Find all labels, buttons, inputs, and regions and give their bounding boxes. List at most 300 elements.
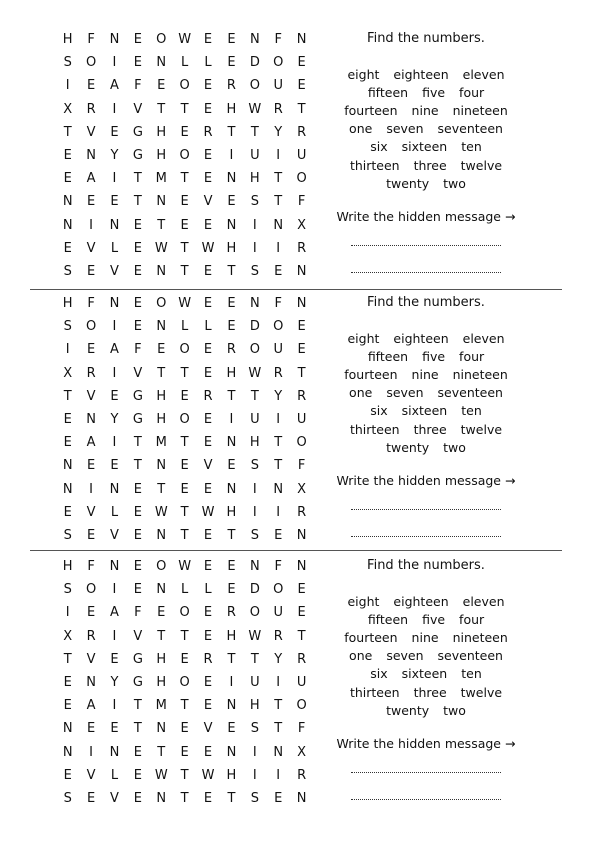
grid-letter[interactable]: T — [180, 101, 189, 117]
grid-letter[interactable]: N — [226, 171, 237, 187]
grid-letter[interactable]: A — [86, 171, 96, 187]
grid-letter[interactable]: E — [274, 790, 283, 806]
grid-letter[interactable]: X — [63, 365, 73, 381]
grid-letter[interactable]: T — [250, 651, 259, 667]
grid-letter[interactable]: S — [250, 194, 259, 210]
grid-letter[interactable]: T — [157, 481, 166, 497]
grid-letter[interactable]: T — [133, 194, 142, 210]
grid-letter[interactable]: A — [86, 435, 96, 451]
grid-letter[interactable]: O — [85, 55, 97, 71]
grid-letter[interactable]: E — [297, 342, 306, 358]
answer-line[interactable] — [351, 245, 501, 246]
grid-letter[interactable]: T — [133, 721, 142, 737]
grid-letter[interactable]: F — [297, 458, 306, 474]
grid-letter[interactable]: O — [85, 582, 97, 598]
grid-letter[interactable]: Y — [274, 124, 283, 140]
grid-letter[interactable]: E — [203, 527, 213, 543]
grid-letter[interactable]: D — [249, 55, 260, 71]
grid-letter[interactable]: I — [89, 481, 93, 497]
grid-letter[interactable]: I — [276, 240, 281, 256]
grid-letter[interactable]: I — [112, 628, 117, 644]
grid-letter[interactable]: E — [227, 458, 236, 474]
grid-letter[interactable]: L — [110, 767, 119, 783]
grid-letter[interactable]: E — [203, 171, 213, 187]
grid-letter[interactable]: N — [86, 675, 96, 691]
grid-letter[interactable]: V — [110, 263, 119, 279]
grid-letter[interactable]: A — [110, 342, 119, 358]
grid-letter[interactable]: I — [252, 240, 257, 256]
grid-letter[interactable]: N — [249, 296, 260, 312]
grid-letter[interactable]: V — [86, 504, 96, 520]
grid-letter[interactable]: T — [274, 458, 283, 474]
grid-letter[interactable]: E — [203, 263, 213, 279]
grid-letter[interactable]: N — [86, 148, 96, 164]
grid-letter[interactable]: N — [156, 194, 167, 210]
grid-letter[interactable]: T — [180, 435, 189, 451]
grid-letter[interactable]: O — [296, 171, 307, 187]
grid-letter[interactable]: E — [203, 217, 213, 233]
grid-letter[interactable]: S — [250, 790, 259, 806]
grid-letter[interactable]: E — [227, 319, 236, 335]
grid-letter[interactable]: F — [87, 559, 95, 575]
grid-letter[interactable]: W — [178, 296, 192, 312]
grid-letter[interactable]: E — [133, 481, 142, 497]
grid-letter[interactable]: E — [63, 698, 72, 714]
grid-letter[interactable]: T — [180, 527, 189, 543]
grid-letter[interactable]: T — [180, 171, 189, 187]
grid-letter[interactable]: O — [179, 675, 190, 691]
grid-letter[interactable]: R — [226, 342, 236, 358]
grid-letter[interactable]: E — [180, 651, 189, 667]
grid-letter[interactable]: O — [249, 605, 260, 621]
grid-letter[interactable]: T — [274, 435, 283, 451]
grid-letter[interactable]: E — [63, 171, 72, 187]
grid-letter[interactable]: E — [63, 435, 72, 451]
grid-letter[interactable]: N — [86, 412, 96, 428]
grid-letter[interactable]: I — [112, 698, 117, 714]
grid-letter[interactable]: Y — [274, 388, 283, 404]
grid-letter[interactable]: E — [133, 582, 142, 598]
grid-letter[interactable]: T — [274, 194, 283, 210]
grid-letter[interactable]: W — [248, 365, 262, 381]
grid-letter[interactable]: V — [110, 790, 119, 806]
grid-letter[interactable]: E — [133, 240, 142, 256]
grid-letter[interactable]: I — [276, 412, 281, 428]
grid-letter[interactable]: U — [273, 605, 283, 621]
grid-letter[interactable]: E — [86, 458, 96, 474]
grid-letter[interactable]: O — [273, 582, 284, 598]
grid-letter[interactable]: T — [180, 504, 189, 520]
grid-letter[interactable]: T — [227, 651, 236, 667]
grid-letter[interactable]: H — [226, 240, 237, 256]
grid-letter[interactable]: F — [134, 342, 142, 358]
grid-letter[interactable]: E — [203, 365, 213, 381]
grid-letter[interactable]: I — [112, 582, 117, 598]
grid-letter[interactable]: W — [178, 32, 192, 48]
grid-letter[interactable]: N — [296, 559, 307, 575]
grid-letter[interactable]: N — [62, 217, 73, 233]
grid-letter[interactable]: N — [226, 744, 237, 760]
grid-letter[interactable]: R — [297, 767, 307, 783]
grid-letter[interactable]: O — [249, 342, 260, 358]
grid-letter[interactable]: E — [203, 675, 213, 691]
grid-letter[interactable]: E — [63, 148, 72, 164]
grid-letter[interactable]: V — [133, 628, 143, 644]
grid-letter[interactable]: S — [63, 582, 72, 598]
grid-letter[interactable]: E — [157, 78, 166, 94]
grid-letter[interactable]: I — [65, 342, 70, 358]
grid-letter[interactable]: Y — [110, 148, 119, 164]
grid-letter[interactable]: R — [203, 388, 213, 404]
grid-letter[interactable]: E — [203, 296, 213, 312]
grid-letter[interactable]: I — [252, 744, 257, 760]
grid-letter[interactable]: I — [252, 504, 257, 520]
grid-letter[interactable]: H — [62, 32, 73, 48]
grid-letter[interactable]: E — [133, 559, 142, 575]
grid-letter[interactable]: E — [203, 342, 213, 358]
grid-letter[interactable]: E — [133, 32, 142, 48]
grid-letter[interactable]: E — [227, 55, 236, 71]
grid-letter[interactable]: F — [87, 32, 95, 48]
grid-letter[interactable]: W — [248, 101, 262, 117]
grid-letter[interactable]: O — [273, 55, 284, 71]
grid-letter[interactable]: N — [62, 458, 73, 474]
grid-letter[interactable]: E — [110, 458, 119, 474]
grid-letter[interactable]: T — [133, 458, 142, 474]
grid-letter[interactable]: H — [249, 171, 260, 187]
grid-letter[interactable]: N — [156, 721, 167, 737]
grid-letter[interactable]: O — [179, 78, 190, 94]
grid-letter[interactable]: E — [227, 296, 236, 312]
grid-letter[interactable]: G — [132, 412, 143, 428]
grid-letter[interactable]: V — [86, 240, 96, 256]
grid-letter[interactable]: F — [134, 78, 142, 94]
grid-letter[interactable]: F — [274, 296, 282, 312]
grid-letter[interactable]: E — [180, 458, 189, 474]
answer-line[interactable] — [351, 772, 501, 773]
grid-letter[interactable]: E — [63, 767, 72, 783]
grid-letter[interactable]: I — [65, 605, 70, 621]
grid-letter[interactable]: T — [227, 790, 236, 806]
grid-letter[interactable]: R — [86, 628, 96, 644]
grid-letter[interactable]: R — [226, 605, 236, 621]
grid-letter[interactable]: X — [297, 217, 307, 233]
grid-letter[interactable]: U — [296, 412, 307, 428]
grid-letter[interactable]: E — [133, 790, 142, 806]
grid-letter[interactable]: O — [85, 319, 97, 335]
grid-letter[interactable]: F — [87, 296, 95, 312]
grid-letter[interactable]: E — [203, 698, 213, 714]
grid-letter[interactable]: E — [110, 124, 119, 140]
grid-letter[interactable]: I — [112, 171, 117, 187]
grid-letter[interactable]: W — [178, 559, 192, 575]
grid-letter[interactable]: I — [276, 504, 281, 520]
grid-letter[interactable]: R — [297, 388, 307, 404]
grid-letter[interactable]: O — [296, 435, 307, 451]
grid-letter[interactable]: M — [155, 171, 167, 187]
grid-letter[interactable]: T — [180, 628, 189, 644]
grid-letter[interactable]: E — [203, 744, 213, 760]
grid-letter[interactable]: H — [249, 698, 260, 714]
grid-letter[interactable]: E — [133, 504, 142, 520]
grid-letter[interactable]: E — [297, 582, 306, 598]
grid-letter[interactable]: E — [297, 78, 306, 94]
grid-letter[interactable]: V — [86, 388, 96, 404]
grid-letter[interactable]: S — [250, 721, 259, 737]
grid-letter[interactable]: E — [180, 217, 189, 233]
grid-letter[interactable]: F — [297, 194, 306, 210]
grid-letter[interactable]: R — [203, 124, 213, 140]
grid-letter[interactable]: E — [203, 32, 213, 48]
grid-letter[interactable]: S — [63, 790, 72, 806]
grid-letter[interactable]: I — [252, 767, 257, 783]
grid-letter[interactable]: U — [296, 148, 307, 164]
grid-letter[interactable]: G — [132, 388, 143, 404]
grid-letter[interactable]: E — [203, 78, 213, 94]
grid-letter[interactable]: N — [226, 698, 237, 714]
grid-letter[interactable]: T — [180, 240, 189, 256]
grid-letter[interactable]: E — [86, 194, 96, 210]
grid-letter[interactable]: M — [155, 698, 167, 714]
grid-letter[interactable]: L — [110, 504, 119, 520]
grid-letter[interactable]: E — [297, 319, 306, 335]
grid-letter[interactable]: X — [63, 101, 73, 117]
answer-line[interactable] — [351, 272, 501, 273]
grid-letter[interactable]: V — [86, 651, 96, 667]
grid-letter[interactable]: T — [157, 101, 166, 117]
grid-letter[interactable]: H — [156, 124, 167, 140]
grid-letter[interactable]: M — [155, 435, 167, 451]
grid-letter[interactable]: N — [156, 582, 167, 598]
grid-letter[interactable]: V — [203, 721, 213, 737]
grid-letter[interactable]: S — [250, 527, 259, 543]
grid-letter[interactable]: E — [110, 721, 119, 737]
grid-letter[interactable]: N — [156, 55, 167, 71]
grid-letter[interactable]: V — [133, 365, 143, 381]
grid-letter[interactable]: N — [273, 217, 284, 233]
grid-letter[interactable]: I — [276, 148, 281, 164]
grid-letter[interactable]: T — [180, 365, 189, 381]
grid-letter[interactable]: N — [156, 790, 167, 806]
grid-letter[interactable]: R — [203, 651, 213, 667]
grid-letter[interactable]: E — [203, 628, 213, 644]
grid-letter[interactable]: E — [297, 55, 306, 71]
grid-letter[interactable]: I — [276, 767, 281, 783]
grid-letter[interactable]: T — [297, 628, 306, 644]
grid-letter[interactable]: E — [157, 342, 166, 358]
grid-letter[interactable]: L — [110, 240, 119, 256]
grid-letter[interactable]: E — [227, 559, 236, 575]
grid-letter[interactable]: N — [156, 319, 167, 335]
grid-letter[interactable]: T — [157, 217, 166, 233]
grid-letter[interactable]: T — [180, 263, 189, 279]
grid-letter[interactable]: W — [201, 767, 215, 783]
grid-letter[interactable]: E — [133, 263, 142, 279]
grid-letter[interactable]: X — [63, 628, 73, 644]
grid-letter[interactable]: N — [226, 217, 237, 233]
grid-letter[interactable]: T — [133, 698, 142, 714]
grid-letter[interactable]: T — [180, 790, 189, 806]
grid-letter[interactable]: O — [179, 605, 190, 621]
grid-letter[interactable]: E — [203, 559, 213, 575]
grid-letter[interactable]: I — [229, 412, 234, 428]
grid-letter[interactable]: N — [296, 263, 307, 279]
grid-letter[interactable]: O — [296, 698, 307, 714]
grid-letter[interactable]: R — [273, 365, 283, 381]
grid-letter[interactable]: E — [227, 582, 236, 598]
grid-letter[interactable]: E — [180, 388, 189, 404]
grid-letter[interactable]: T — [297, 101, 306, 117]
grid-letter[interactable]: E — [110, 388, 119, 404]
grid-letter[interactable]: E — [180, 124, 189, 140]
grid-letter[interactable]: I — [252, 217, 257, 233]
grid-letter[interactable]: V — [203, 194, 213, 210]
grid-letter[interactable]: E — [180, 721, 189, 737]
grid-letter[interactable]: G — [132, 651, 143, 667]
grid-letter[interactable]: N — [273, 744, 284, 760]
grid-letter[interactable]: N — [109, 296, 120, 312]
grid-letter[interactable]: T — [227, 388, 236, 404]
grid-letter[interactable]: I — [229, 675, 234, 691]
grid-letter[interactable]: E — [133, 55, 142, 71]
grid-letter[interactable]: E — [203, 148, 213, 164]
grid-letter[interactable]: S — [250, 263, 259, 279]
grid-letter[interactable]: E — [86, 605, 96, 621]
grid-letter[interactable]: E — [203, 412, 213, 428]
grid-letter[interactable]: D — [249, 582, 260, 598]
grid-letter[interactable]: N — [296, 527, 307, 543]
grid-letter[interactable]: Y — [110, 412, 119, 428]
grid-letter[interactable]: N — [273, 481, 284, 497]
grid-letter[interactable]: N — [109, 559, 120, 575]
grid-letter[interactable]: W — [154, 240, 168, 256]
grid-letter[interactable]: T — [157, 628, 166, 644]
grid-letter[interactable]: Y — [274, 651, 283, 667]
grid-letter[interactable]: E — [86, 721, 96, 737]
grid-letter[interactable]: S — [250, 458, 259, 474]
grid-letter[interactable]: A — [86, 698, 96, 714]
grid-letter[interactable]: U — [250, 148, 260, 164]
grid-letter[interactable]: S — [63, 527, 72, 543]
grid-letter[interactable]: E — [180, 481, 189, 497]
grid-letter[interactable]: E — [133, 319, 142, 335]
grid-letter[interactable]: R — [86, 365, 96, 381]
grid-letter[interactable]: N — [249, 32, 260, 48]
grid-letter[interactable]: I — [65, 78, 70, 94]
grid-letter[interactable]: I — [252, 481, 257, 497]
grid-letter[interactable]: T — [250, 124, 259, 140]
grid-letter[interactable]: U — [273, 78, 283, 94]
grid-letter[interactable]: I — [89, 744, 93, 760]
grid-letter[interactable]: G — [132, 124, 143, 140]
grid-letter[interactable]: L — [181, 319, 189, 335]
grid-letter[interactable]: S — [63, 319, 72, 335]
grid-letter[interactable]: H — [156, 148, 167, 164]
grid-letter[interactable]: E — [110, 194, 119, 210]
grid-letter[interactable]: G — [132, 675, 143, 691]
grid-letter[interactable]: A — [110, 605, 119, 621]
grid-letter[interactable]: H — [249, 435, 260, 451]
grid-letter[interactable]: T — [133, 171, 142, 187]
grid-letter[interactable]: E — [203, 605, 213, 621]
grid-letter[interactable]: E — [110, 651, 119, 667]
grid-letter[interactable]: R — [86, 101, 96, 117]
grid-letter[interactable]: H — [226, 767, 237, 783]
grid-letter[interactable]: O — [273, 319, 284, 335]
grid-letter[interactable]: U — [273, 342, 283, 358]
grid-letter[interactable]: N — [62, 721, 73, 737]
grid-letter[interactable]: E — [133, 217, 142, 233]
grid-letter[interactable]: I — [112, 55, 117, 71]
grid-letter[interactable]: H — [156, 412, 167, 428]
grid-letter[interactable]: N — [62, 194, 73, 210]
grid-letter[interactable]: H — [156, 651, 167, 667]
grid-letter[interactable]: T — [157, 744, 166, 760]
grid-letter[interactable]: V — [203, 458, 213, 474]
grid-letter[interactable]: R — [273, 101, 283, 117]
grid-letter[interactable]: E — [63, 504, 72, 520]
grid-letter[interactable]: T — [274, 171, 283, 187]
grid-letter[interactable]: T — [227, 527, 236, 543]
grid-letter[interactable]: H — [226, 101, 237, 117]
grid-letter[interactable]: N — [109, 32, 120, 48]
grid-letter[interactable]: H — [62, 296, 73, 312]
grid-letter[interactable]: I — [89, 217, 93, 233]
grid-letter[interactable]: E — [203, 481, 213, 497]
grid-letter[interactable]: I — [112, 319, 117, 335]
grid-letter[interactable]: T — [250, 388, 259, 404]
grid-letter[interactable]: E — [157, 605, 166, 621]
grid-letter[interactable]: I — [112, 101, 117, 117]
grid-letter[interactable]: E — [133, 296, 142, 312]
grid-letter[interactable]: F — [134, 605, 142, 621]
grid-letter[interactable]: H — [226, 504, 237, 520]
grid-letter[interactable]: E — [227, 721, 236, 737]
grid-letter[interactable]: V — [133, 101, 143, 117]
grid-letter[interactable]: E — [203, 101, 213, 117]
grid-letter[interactable]: R — [297, 124, 307, 140]
grid-letter[interactable]: W — [201, 240, 215, 256]
grid-letter[interactable]: U — [250, 675, 260, 691]
grid-letter[interactable]: E — [227, 32, 236, 48]
grid-letter[interactable]: I — [276, 675, 281, 691]
grid-letter[interactable]: X — [297, 744, 307, 760]
grid-letter[interactable]: R — [297, 651, 307, 667]
grid-letter[interactable]: R — [273, 628, 283, 644]
grid-letter[interactable]: N — [249, 559, 260, 575]
grid-letter[interactable]: N — [156, 527, 167, 543]
grid-letter[interactable]: T — [274, 721, 283, 737]
grid-letter[interactable]: T — [63, 651, 72, 667]
grid-letter[interactable]: N — [226, 435, 237, 451]
grid-letter[interactable]: E — [86, 790, 96, 806]
grid-letter[interactable]: O — [179, 412, 190, 428]
grid-letter[interactable]: N — [156, 458, 167, 474]
grid-letter[interactable]: L — [181, 582, 189, 598]
grid-letter[interactable]: O — [156, 296, 167, 312]
grid-letter[interactable]: T — [63, 124, 72, 140]
grid-letter[interactable]: W — [154, 504, 168, 520]
grid-letter[interactable]: R — [297, 504, 307, 520]
grid-letter[interactable]: N — [296, 296, 307, 312]
grid-letter[interactable]: Y — [110, 675, 119, 691]
grid-letter[interactable]: E — [203, 435, 213, 451]
grid-letter[interactable]: H — [156, 675, 167, 691]
grid-letter[interactable]: O — [156, 559, 167, 575]
grid-letter[interactable]: H — [156, 388, 167, 404]
grid-letter[interactable]: A — [110, 78, 119, 94]
grid-letter[interactable]: E — [86, 342, 96, 358]
